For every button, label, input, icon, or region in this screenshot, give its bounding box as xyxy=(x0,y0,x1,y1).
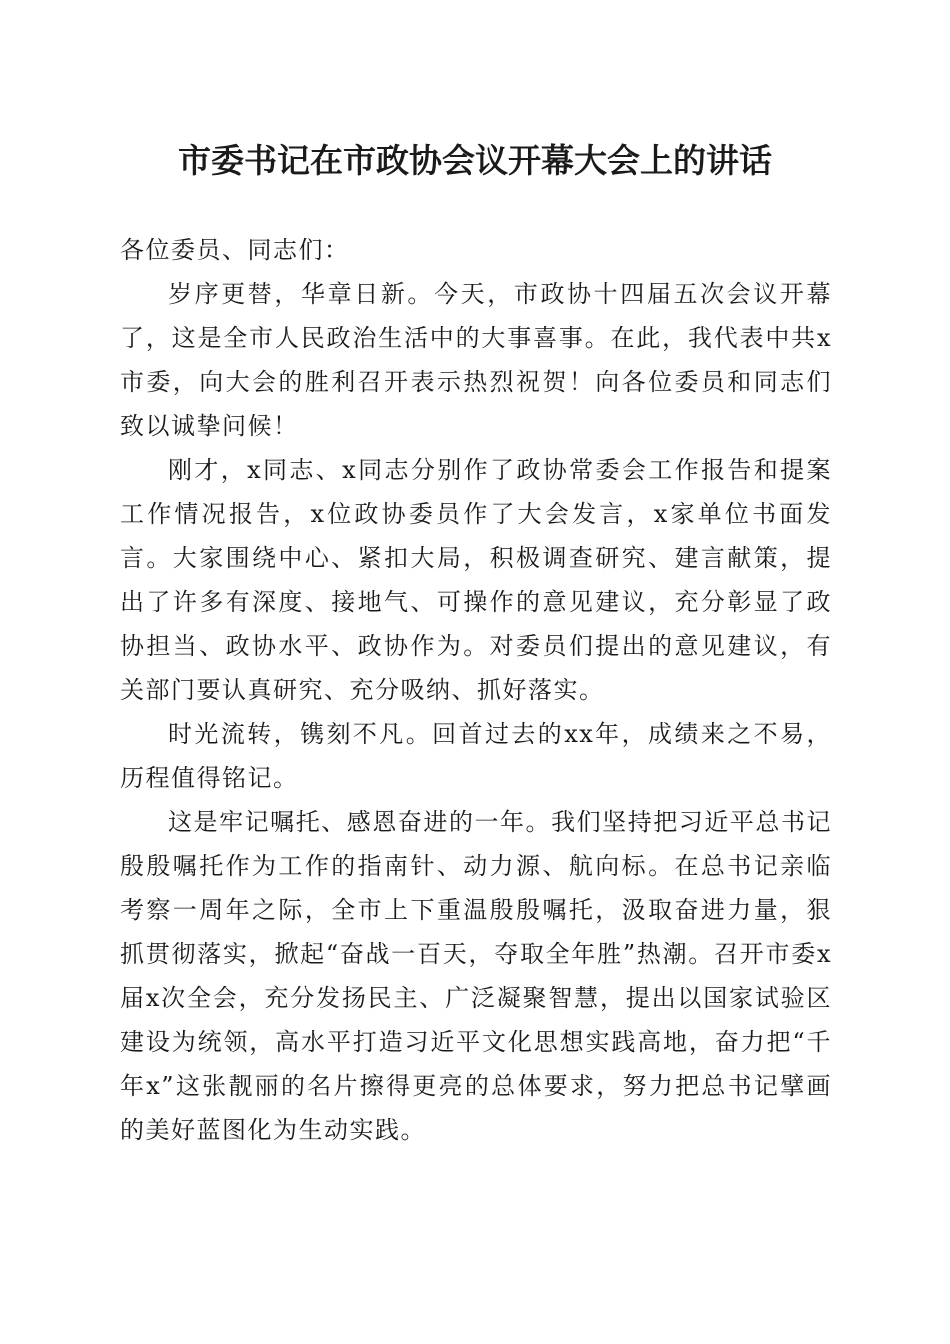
document-body xyxy=(120,228,832,1152)
paragraph-review: 时光流转，镌刻不凡。回首过去的xx年，成绩来之不易，历程值得铭记。 xyxy=(120,720,832,792)
salutation: 各位委员、同志们： xyxy=(120,236,350,264)
document-title: 市委书记在市政协会议开幕大会上的讲话 xyxy=(178,141,772,180)
paragraph-year-summary: 这是牢记嘱托、感恩奋进的一年。我们坚持把习近平总书记殷殷嘱托作为工作的指南针、动力源、航向标。在总书记亲临考察一周年之际，全市上下重温殷殷嘱托，汲取奋进力量，狠抓贯彻落实，掀起“奋战一百天，夺取全年胜”热潮。召开市委x届x次全会，充分发扬民主、广泛凝聚智慧，提出以国家试验区建设为统领，高水平打造习近平文化思想实践高地，奋力把“千年x”这张靓丽的名片擦得更亮的总体要求，努力把总书记擘画的美好蓝图化为生动实践。 xyxy=(120,808,832,1144)
paragraph-opening: 岁序更替，华章日新。今天，市政协十四届五次会议开幕了，这是全市人民政治生活中的大事喜事。在此，我代表中共x市委，向大会的胜利召开表示热烈祝贺！向各位委员和同志们致以诚挚问候！ xyxy=(120,280,832,440)
paragraph-reports: 刚才，x同志、x同志分别作了政协常委会工作报告和提案工作情况报告，x位政协委员作了大会发言，x家单位书面发言。大家围绕中心、紧扣大局，积极调查研究、建言献策，提出了许多有深度、接地气、可操作的意见建议，充分彰显了政协担当、政协水平、政协作为。对委员们提出的意见建议，有关部门要认真研究、充分吸纳、抓好落实。 xyxy=(120,456,832,704)
